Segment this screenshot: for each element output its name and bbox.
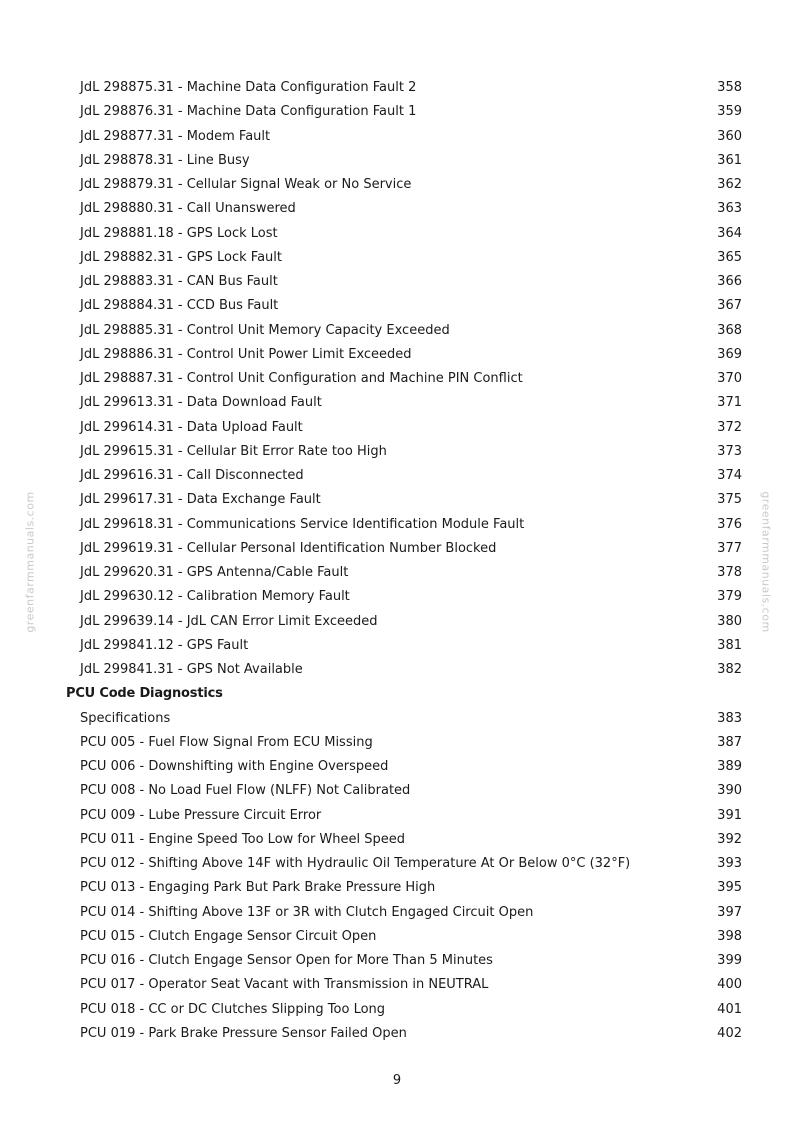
toc-entry-page: 399 <box>717 953 742 968</box>
toc-entry-label: JdL 298885.31 - Control Unit Memory Capacity Exceeded <box>80 322 450 338</box>
toc-entry-page: 382 <box>717 662 742 677</box>
toc-entry-page: 358 <box>717 80 742 95</box>
toc-entry[interactable] <box>0 804 794 828</box>
toc-entry[interactable] <box>0 416 794 440</box>
toc-entry-page: 381 <box>717 637 742 653</box>
toc-entry-label: PCU 009 - Lube Pressure Circuit Error <box>80 807 322 823</box>
toc-entry-label: JdL 299615.31 - Cellular Bit Error Rate too High <box>80 443 387 459</box>
toc-entry-label: JdL 299630.12 - Calibration Memory Fault <box>80 589 350 605</box>
toc-entry[interactable] <box>0 561 794 585</box>
toc-entry-label: JdL 299841.31 - GPS Not Available <box>80 662 303 677</box>
toc-entry-page: 374 <box>717 468 742 483</box>
toc-entry[interactable] <box>0 901 794 925</box>
toc-entry-label: JdL 298881.18 - GPS Lock Lost <box>80 225 278 241</box>
toc-list-pcu <box>0 707 794 1047</box>
toc-entry-page: 397 <box>717 904 742 920</box>
toc-entry[interactable] <box>0 610 794 634</box>
toc-entry[interactable] <box>0 779 794 803</box>
toc-entry-label: JdL 299613.31 - Data Download Fault <box>80 395 322 411</box>
toc-entry-page: 366 <box>717 274 742 289</box>
toc-entry[interactable] <box>0 658 794 682</box>
toc-entry[interactable] <box>0 343 794 367</box>
toc-entry-label: JdL 299616.31 - Call Disconnected <box>80 468 304 483</box>
toc-entry[interactable] <box>0 513 794 537</box>
toc-entry-page: 369 <box>717 346 742 362</box>
page-number: 9 <box>392 1073 402 1088</box>
watermark-right: greenfarmmanuals.com <box>759 491 773 633</box>
toc-entry[interactable] <box>0 464 794 488</box>
toc-entry-page: 387 <box>717 734 742 750</box>
toc-entry[interactable] <box>0 488 794 512</box>
toc-entry-label: JdL 299617.31 - Data Exchange Fault <box>80 492 321 508</box>
toc-entry[interactable] <box>0 391 794 415</box>
toc-entry-page: 401 <box>717 1001 742 1017</box>
toc-entry-label: PCU 017 - Operator Seat Vacant with Transmission in NEUTRAL <box>80 977 489 993</box>
toc-entry-page: 370 <box>717 371 742 386</box>
toc-entry[interactable] <box>0 755 794 779</box>
toc-entry[interactable] <box>0 367 794 391</box>
toc-entry-label: JdL 298887.31 - Control Unit Configuration and Machine PIN Conflict <box>80 371 523 386</box>
toc-entry[interactable] <box>0 270 794 294</box>
toc-entry-page: 402 <box>717 1025 742 1041</box>
toc-entry[interactable] <box>0 998 794 1022</box>
toc-entry[interactable] <box>0 876 794 900</box>
toc-entry-label: PCU 019 - Park Brake Pressure Sensor Failed Open <box>80 1025 407 1041</box>
toc-entry[interactable] <box>0 246 794 270</box>
toc-entry-page: 359 <box>717 104 742 120</box>
table-of-contents <box>0 76 794 1046</box>
toc-entry[interactable] <box>0 731 794 755</box>
toc-entry-page: 362 <box>717 177 742 192</box>
toc-entry-page: 373 <box>717 443 742 459</box>
toc-entry-label: PCU 013 - Engaging Park But Park Brake Pressure High <box>80 880 436 896</box>
toc-entry-label: JdL 298876.31 - Machine Data Configuration Fault 1 <box>80 104 417 120</box>
toc-entry-label: PCU 006 - Downshifting with Engine Overspeed <box>80 759 389 774</box>
toc-entry[interactable] <box>0 585 794 609</box>
toc-entry-label: JdL 298880.31 - Call Unanswered <box>80 201 296 217</box>
toc-entry-page: 368 <box>717 322 742 338</box>
toc-entry-page: 375 <box>717 492 742 508</box>
toc-entry-label: JdL 299841.12 - GPS Fault <box>80 637 249 653</box>
toc-entry-page: 392 <box>717 831 742 847</box>
toc-entry[interactable] <box>0 294 794 318</box>
toc-entry-page: 377 <box>717 540 742 556</box>
toc-entry-label: PCU 015 - Clutch Engage Sensor Circuit Open <box>80 928 377 944</box>
toc-entry-page: 380 <box>717 613 742 629</box>
toc-entry-label: JdL 298882.31 - GPS Lock Fault <box>80 249 282 265</box>
toc-entry-page: 395 <box>717 880 742 896</box>
toc-entry-label: JdL 298883.31 - CAN Bus Fault <box>80 274 278 289</box>
toc-entry[interactable] <box>0 634 794 658</box>
toc-entry-label: PCU 005 - Fuel Flow Signal From ECU Missing <box>80 734 373 750</box>
toc-entry[interactable] <box>0 149 794 173</box>
toc-entry-page: 363 <box>717 201 742 217</box>
toc-entry[interactable] <box>0 100 794 124</box>
toc-list-jdl <box>0 76 794 682</box>
toc-entry[interactable] <box>0 852 794 876</box>
toc-entry-page: 389 <box>717 759 742 774</box>
toc-entry-label: PCU 018 - CC or DC Clutches Slipping Too Long <box>80 1001 386 1017</box>
toc-entry-label: JdL 299614.31 - Data Upload Fault <box>80 419 303 435</box>
toc-entry-label: PCU 012 - Shifting Above 14F with Hydraulic Oil Temperature At Or Below 0°C (32°F) <box>80 856 631 871</box>
toc-entry-page: 400 <box>717 977 742 993</box>
toc-entry[interactable] <box>0 197 794 221</box>
toc-entry-label: JdL 299639.14 - JdL CAN Error Limit Exceeded <box>80 613 378 629</box>
toc-entry-page: 367 <box>717 298 742 314</box>
toc-entry[interactable] <box>0 440 794 464</box>
toc-entry-page: 379 <box>717 589 742 605</box>
toc-entry[interactable] <box>0 173 794 197</box>
toc-entry[interactable] <box>0 319 794 343</box>
toc-entry-page: 361 <box>717 152 742 168</box>
toc-entry-page: 371 <box>717 395 742 411</box>
toc-entry[interactable] <box>0 125 794 149</box>
toc-entry-page: 398 <box>717 928 742 944</box>
toc-entry-page: 390 <box>717 783 742 799</box>
toc-entry-page: 372 <box>717 419 742 435</box>
toc-entry-page: 383 <box>717 710 742 726</box>
toc-entry[interactable] <box>0 537 794 561</box>
toc-entry-label: JdL 298875.31 - Machine Data Configuration Fault 2 <box>80 80 417 95</box>
toc-entry-page: 393 <box>717 856 742 871</box>
toc-entry[interactable] <box>0 76 794 100</box>
toc-entry[interactable] <box>0 1022 794 1046</box>
toc-entry[interactable] <box>0 828 794 852</box>
toc-entry[interactable] <box>0 707 794 731</box>
toc-section-heading[interactable] <box>0 682 794 706</box>
toc-entry-label: PCU 008 - No Load Fuel Flow (NLFF) Not Calibrated <box>80 783 411 799</box>
toc-entry[interactable] <box>0 973 794 997</box>
toc-entry-label: Specifications <box>80 710 171 726</box>
toc-entry-label: JdL 299619.31 - Cellular Personal Identification Number Blocked <box>80 540 497 556</box>
toc-entry-label: JdL 298878.31 - Line Busy <box>80 152 250 168</box>
toc-entry-page: 364 <box>717 225 742 241</box>
toc-entry-label: JdL 298886.31 - Control Unit Power Limit Exceeded <box>80 346 412 362</box>
toc-entry-page: 378 <box>717 565 742 580</box>
toc-entry[interactable] <box>0 949 794 973</box>
toc-entry-label: PCU 011 - Engine Speed Too Low for Wheel Speed <box>80 831 405 847</box>
toc-entry-label: PCU 016 - Clutch Engage Sensor Open for More Than 5 Minutes <box>80 953 493 968</box>
toc-entry[interactable] <box>0 222 794 246</box>
toc-entry-page: 376 <box>717 516 742 532</box>
toc-entry-label: PCU 014 - Shifting Above 13F or 3R with Clutch Engaged Circuit Open <box>80 904 534 920</box>
toc-entry-label: JdL 298884.31 - CCD Bus Fault <box>80 298 279 314</box>
toc-entry-page: 391 <box>717 807 742 823</box>
toc-entry-page: 365 <box>717 249 742 265</box>
toc-entry-label: JdL 299618.31 - Communications Service Identification Module Fault <box>80 516 525 532</box>
toc-entry[interactable] <box>0 925 794 949</box>
toc-entry-label: JdL 299620.31 - GPS Antenna/Cable Fault <box>80 565 349 580</box>
watermark-left: greenfarmmanuals.com <box>23 491 37 633</box>
toc-entry-label: JdL 298879.31 - Cellular Signal Weak or No Service <box>80 177 412 192</box>
toc-entry-page: 360 <box>717 128 742 144</box>
toc-entry-label: JdL 298877.31 - Modem Fault <box>80 128 271 144</box>
section-heading-label: PCU Code Diagnostics <box>66 686 223 702</box>
